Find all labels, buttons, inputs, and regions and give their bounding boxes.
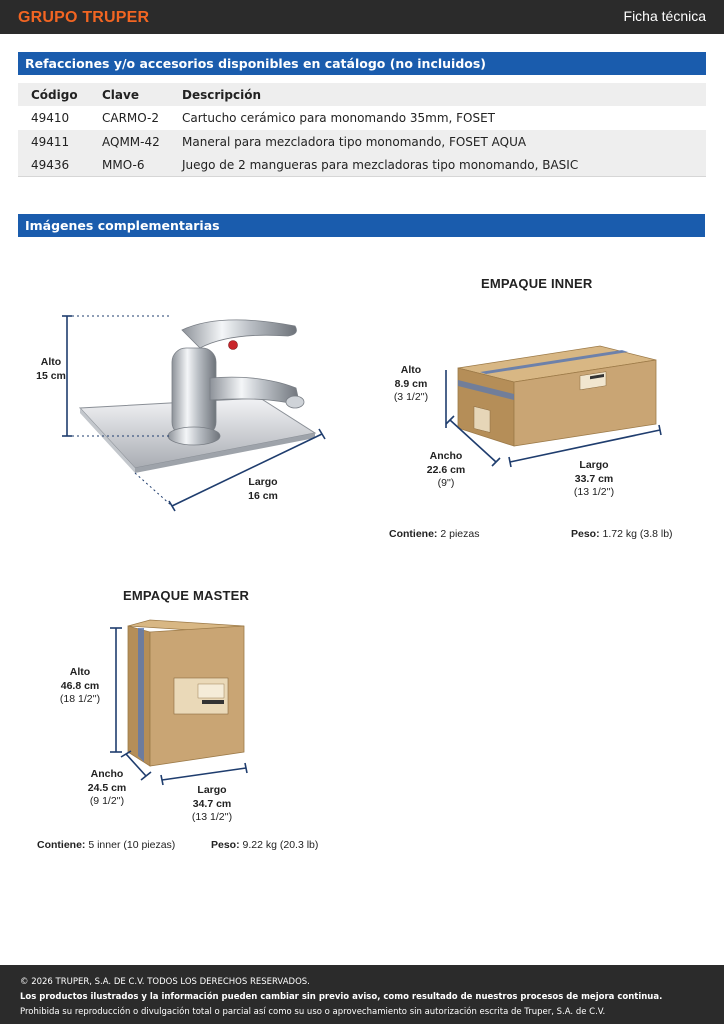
- inner-width-label: Ancho 22.6 cm (9''): [426, 450, 466, 489]
- faucet-product-image: [60, 308, 330, 514]
- brand-logo: GRUPO TRUPER: [18, 9, 150, 26]
- footer-legal: Prohibida su reproducción o divulgación total o parcial así como su uso o aprovechamiento sin autorización escrita de Truper, S.A. de C.V.: [20, 1007, 606, 1017]
- accessories-section-title: Refacciones y/o accesorios disponibles en catálogo (no incluidos): [18, 52, 706, 75]
- table-row: [18, 153, 706, 177]
- inner-package-title: EMPAQUE INNER: [481, 276, 593, 291]
- inner-length-label: Largo 33.7 cm (13 1/2''): [573, 459, 615, 498]
- cell-clave: MMO-6: [102, 158, 145, 172]
- table-row: [18, 130, 706, 154]
- master-package-title: EMPAQUE MASTER: [123, 588, 250, 603]
- header-bar: [0, 0, 724, 34]
- document-type: Ficha técnica: [623, 8, 706, 24]
- table-row: [18, 106, 706, 130]
- accessories-table: [18, 83, 706, 177]
- cell-codigo: 49436: [31, 158, 70, 172]
- master-contents: Contiene: 5 inner (10 piezas): [37, 839, 176, 851]
- inner-weight: Peso: 1.72 kg (3.8 lb): [571, 528, 673, 540]
- master-height-label: Alto 46.8 cm (18 1/2''): [59, 666, 101, 705]
- cell-descripcion: Maneral para mezcladora tipo monomando, FOSET AQUA: [182, 134, 527, 149]
- column-header-descripcion: Descripción: [182, 88, 261, 102]
- master-width-label: Ancho 24.5 cm (9 1/2''): [87, 768, 127, 807]
- master-weight: Peso: 9.22 kg (20.3 lb): [211, 839, 319, 851]
- inner-contents: Contiene: 2 piezas: [389, 528, 480, 540]
- footer-notice: Los productos ilustrados y la información pueden cambiar sin previo aviso, como resultado de nuestros procesos de mejora continua.: [20, 992, 663, 1002]
- footer: [0, 965, 724, 1024]
- inner-package-box: [440, 340, 670, 470]
- footer-copyright: © 2026 TRUPER, S.A. DE C.V. TODOS LOS DERECHOS RESERVADOS.: [20, 977, 310, 987]
- cell-descripcion: Cartucho cerámico para monomando 35mm, FOSET: [182, 111, 496, 125]
- product-length-label: Largo 16 cm: [248, 476, 278, 502]
- table-header-row: [18, 83, 706, 106]
- cell-clave: AQMM-42: [102, 134, 160, 149]
- inner-height-label: Alto 8.9 cm (3 1/2''): [393, 364, 429, 403]
- column-header-codigo: Código: [31, 88, 78, 102]
- master-package-box: [104, 616, 254, 788]
- cell-descripcion: Juego de 2 mangueras para mezcladoras tipo monomando, BASIC: [182, 158, 579, 172]
- images-section-title: Imágenes complementarias: [18, 214, 705, 237]
- column-header-clave: Clave: [102, 88, 139, 102]
- cell-clave: CARMO-2: [102, 111, 160, 125]
- cell-codigo: 49411: [31, 134, 70, 149]
- product-height-label: Alto 15 cm: [36, 356, 66, 382]
- cell-codigo: 49410: [31, 111, 70, 125]
- master-length-label: Largo 34.7 cm (13 1/2''): [191, 784, 233, 823]
